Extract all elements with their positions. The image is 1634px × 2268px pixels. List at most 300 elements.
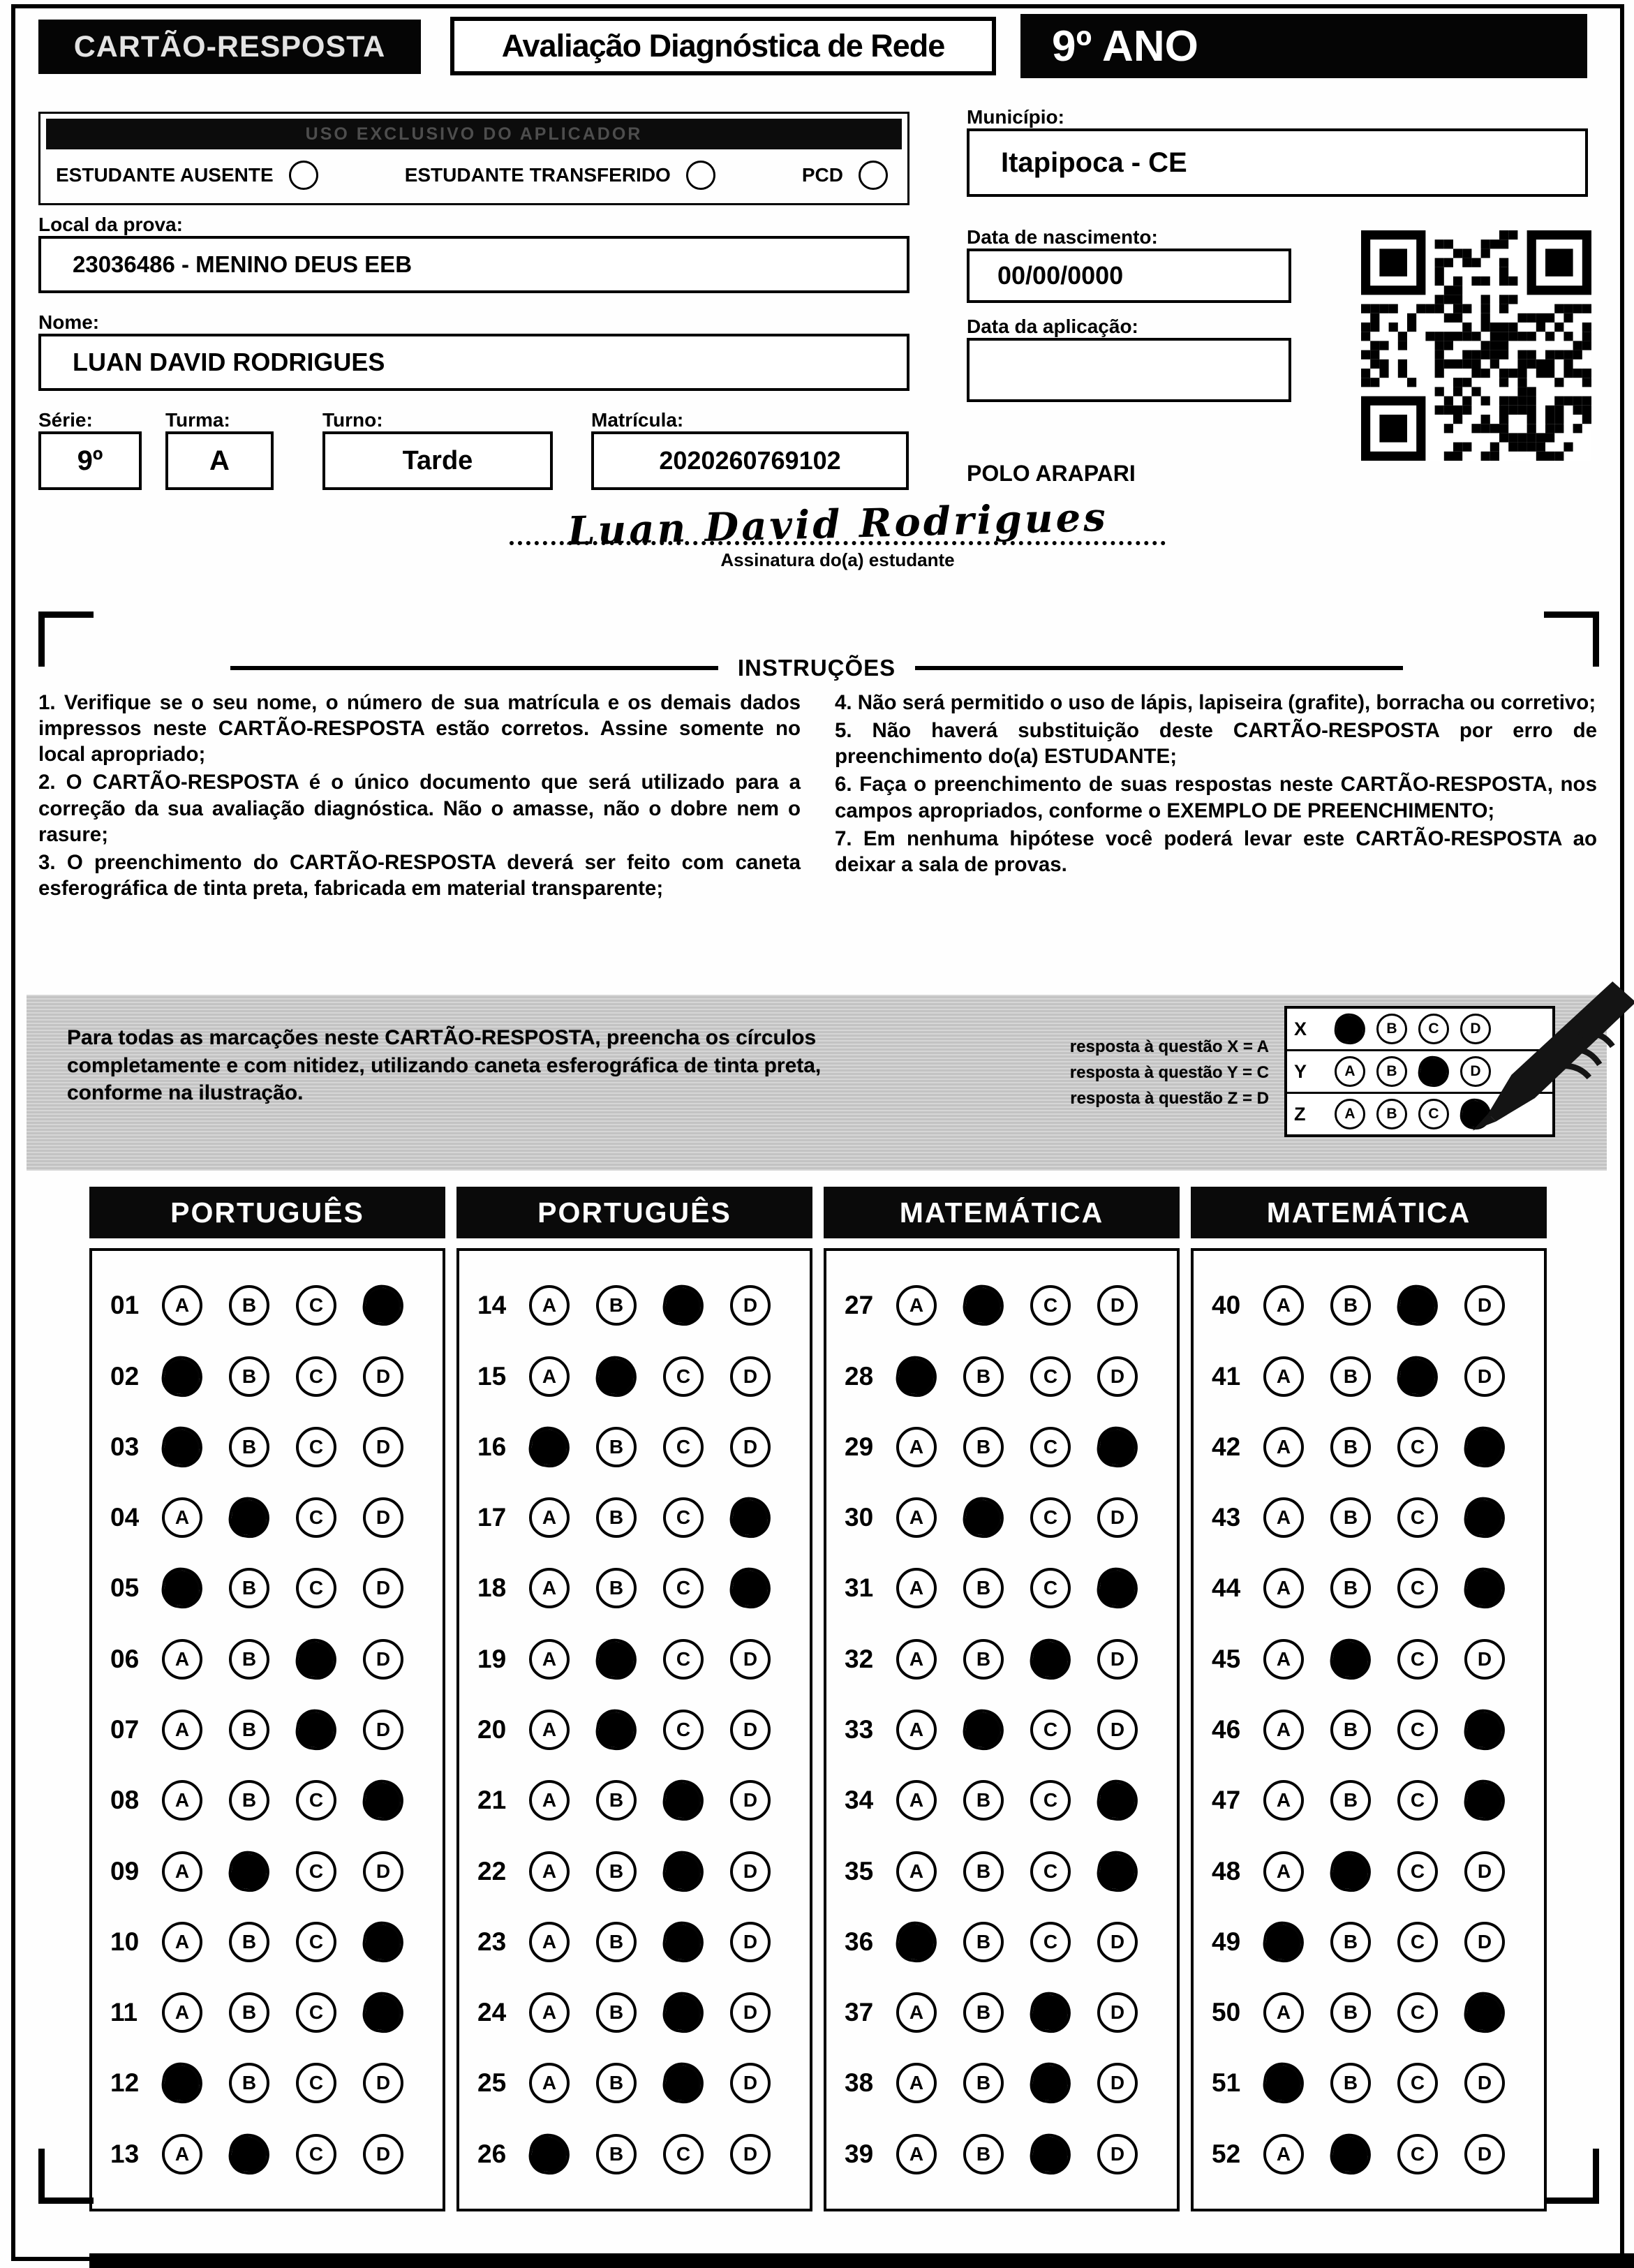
question-row bbox=[826, 1639, 1177, 1680]
answer-bubble-C[interactable] bbox=[660, 1283, 706, 1329]
answer-bubble-A[interactable]: A bbox=[529, 1497, 570, 1538]
answer-bubble-D[interactable]: D bbox=[363, 1639, 403, 1680]
answer-bubble-D[interactable]: D bbox=[730, 1639, 771, 1680]
answer-bubble-A[interactable]: A bbox=[1263, 1780, 1304, 1821]
answer-bubble-A[interactable]: A bbox=[1263, 1992, 1304, 2033]
data-aplicacao-field bbox=[967, 338, 1291, 402]
answer-bubble-B[interactable] bbox=[226, 1495, 272, 1541]
question-number: 13 bbox=[110, 2139, 140, 2168]
answer-bubble-A[interactable]: A bbox=[529, 1285, 570, 1326]
answer-bubble-B[interactable]: B bbox=[229, 1356, 269, 1397]
answer-column bbox=[456, 1187, 812, 2211]
example-bubble-A bbox=[1332, 1011, 1367, 1046]
answer-bubble-A[interactable]: A bbox=[162, 1780, 202, 1821]
answer-bubble-A[interactable] bbox=[159, 1566, 205, 1612]
question-row bbox=[459, 1710, 810, 1750]
answer-bubble-C[interactable] bbox=[1027, 2131, 1074, 2177]
answer-bubble-C[interactable] bbox=[1395, 1354, 1441, 1400]
question-row bbox=[826, 1851, 1177, 1892]
answer-bubble-A[interactable] bbox=[893, 1354, 939, 1400]
answer-bubble-C[interactable]: C bbox=[1397, 1851, 1438, 1892]
answer-bubble-B[interactable] bbox=[1328, 1636, 1374, 1682]
question-row bbox=[826, 1710, 1177, 1750]
answer-bubble-D[interactable] bbox=[1462, 1989, 1508, 2036]
answer-bubble-A[interactable]: A bbox=[162, 2134, 202, 2174]
answer-bubble-B[interactable] bbox=[593, 1636, 639, 1682]
question-number: 32 bbox=[845, 1644, 874, 1673]
answer-bubble-D[interactable]: D bbox=[1097, 2134, 1138, 2174]
answer-bubble-D[interactable]: D bbox=[730, 2134, 771, 2174]
answer-bubble-A[interactable]: A bbox=[162, 1992, 202, 2033]
answer-bubble-B[interactable]: B bbox=[596, 1992, 637, 2033]
question-row bbox=[459, 1497, 810, 1538]
answer-bubble-A[interactable] bbox=[159, 1354, 205, 1400]
question-number: 39 bbox=[845, 2139, 874, 2168]
answer-bubble-C[interactable]: C bbox=[296, 1568, 336, 1608]
question-number: 03 bbox=[110, 1432, 140, 1461]
answer-bubble-B[interactable]: B bbox=[1330, 1497, 1371, 1538]
answer-bubble-A[interactable]: A bbox=[162, 1922, 202, 1962]
answer-bubble-D[interactable]: D bbox=[1464, 1285, 1505, 1326]
answer-bubble-B[interactable]: B bbox=[1330, 1568, 1371, 1608]
answer-bubble-D[interactable]: D bbox=[1097, 1356, 1138, 1397]
answer-bubble-D[interactable] bbox=[1462, 1777, 1508, 1823]
question-number: 38 bbox=[845, 2068, 874, 2098]
answer-bubble-D[interactable]: D bbox=[730, 2063, 771, 2103]
answer-bubble-B[interactable]: B bbox=[1330, 1780, 1371, 1821]
answer-bubble-D[interactable]: D bbox=[363, 2134, 403, 2174]
answer-bubble-A[interactable]: A bbox=[896, 1851, 937, 1892]
polo-label: POLO ARAPARI bbox=[967, 461, 1136, 486]
local-da-prova-label: Local da prova: bbox=[38, 214, 183, 235]
answer-bubble-D[interactable] bbox=[360, 1919, 406, 1965]
answer-bubble-A[interactable] bbox=[526, 1424, 572, 1470]
example-legend-line: resposta à questão Y = C bbox=[1069, 1063, 1269, 1083]
question-number: 49 bbox=[1212, 1927, 1241, 1956]
answer-bubble-D[interactable]: D bbox=[363, 1356, 403, 1397]
registration-mark-top-right bbox=[1544, 612, 1599, 667]
question-number: 45 bbox=[1212, 1644, 1241, 1673]
answer-bubble-C[interactable]: C bbox=[1030, 1710, 1071, 1750]
answer-bubble-A[interactable]: A bbox=[896, 2063, 937, 2103]
answer-bubble-A[interactable]: A bbox=[1263, 1427, 1304, 1467]
answer-bubble-D[interactable]: D bbox=[1097, 1497, 1138, 1538]
grade-badge: 9º ANO bbox=[1020, 14, 1587, 78]
question-row bbox=[1194, 1285, 1544, 1326]
local-da-prova-field: 23036486 - MENINO DEUS EEB bbox=[38, 236, 909, 293]
question-number: 41 bbox=[1212, 1361, 1241, 1391]
question-row bbox=[92, 1568, 443, 1608]
answer-bubble-B[interactable]: B bbox=[963, 1568, 1004, 1608]
answer-bubble-C[interactable]: C bbox=[296, 1356, 336, 1397]
answer-bubble-B[interactable] bbox=[960, 1495, 1007, 1541]
answer-bubble-C[interactable]: C bbox=[296, 1497, 336, 1538]
answer-bubble-C[interactable]: C bbox=[1030, 1568, 1071, 1608]
answer-bubble-D[interactable] bbox=[1462, 1495, 1508, 1541]
answer-bubble-C[interactable] bbox=[1395, 1283, 1441, 1329]
answer-bubble-D[interactable]: D bbox=[730, 1285, 771, 1326]
question-row bbox=[1194, 1851, 1544, 1892]
answer-bubble-D[interactable]: D bbox=[1097, 1992, 1138, 2033]
answer-bubble-D[interactable]: D bbox=[730, 1710, 771, 1750]
answer-bubble-D[interactable] bbox=[1094, 1566, 1141, 1612]
answer-bubble-C[interactable]: C bbox=[1030, 1427, 1071, 1467]
answer-bubble-C[interactable]: C bbox=[663, 1427, 704, 1467]
answer-bubble-B[interactable]: B bbox=[1330, 2063, 1371, 2103]
answer-bubble-D[interactable]: D bbox=[363, 1710, 403, 1750]
example-bubble-A: A bbox=[1335, 1056, 1365, 1087]
municipio-label: Município: bbox=[967, 106, 1064, 128]
question-row bbox=[459, 1851, 810, 1892]
answer-bubble-C[interactable]: C bbox=[663, 1497, 704, 1538]
answer-bubble-A[interactable]: A bbox=[896, 1710, 937, 1750]
answer-bubble-C[interactable]: C bbox=[296, 2063, 336, 2103]
answer-bubble-C[interactable]: C bbox=[296, 1851, 336, 1892]
answer-bubble-C[interactable]: C bbox=[1030, 1285, 1071, 1326]
answer-bubble-D[interactable]: D bbox=[730, 1851, 771, 1892]
answer-bubble-D[interactable]: D bbox=[1097, 1285, 1138, 1326]
question-number: 08 bbox=[110, 1786, 140, 1815]
instruction-item: 3. O preenchimento do CARTÃO-RESPOSTA deverá ser feito com caneta esferográfica de tinta preta, fabricada em material transparente; bbox=[38, 850, 801, 900]
question-row bbox=[459, 1285, 810, 1326]
answer-bubble-D[interactable]: D bbox=[1464, 1851, 1505, 1892]
question-number: 43 bbox=[1212, 1503, 1241, 1532]
answer-bubble-D[interactable] bbox=[1094, 1424, 1141, 1470]
answer-bubble-C[interactable]: C bbox=[1030, 1851, 1071, 1892]
data-nascimento-field: 00/00/0000 bbox=[967, 249, 1291, 303]
answer-bubble-A[interactable] bbox=[1261, 1919, 1307, 1965]
status-checkbox-label: ESTUDANTE TRANSFERIDO bbox=[404, 164, 671, 186]
answer-bubble-C[interactable] bbox=[293, 1636, 339, 1682]
answer-bubble-D[interactable]: D bbox=[363, 1851, 403, 1892]
answer-bubble-C[interactable] bbox=[1027, 2061, 1074, 2107]
answer-bubble-C[interactable]: C bbox=[1397, 1639, 1438, 1680]
answer-bubble-D[interactable]: D bbox=[1464, 1922, 1505, 1962]
answer-bubble-B[interactable] bbox=[960, 1283, 1007, 1329]
answer-bubble-D[interactable] bbox=[1094, 1777, 1141, 1823]
answer-bubble-B[interactable]: B bbox=[963, 1356, 1004, 1397]
answer-bubble-B[interactable] bbox=[226, 2131, 272, 2177]
answer-bubble-A[interactable]: A bbox=[529, 1639, 570, 1680]
answer-bubble-D[interactable]: D bbox=[1097, 1639, 1138, 1680]
answer-bubble-A[interactable]: A bbox=[162, 1497, 202, 1538]
answer-bubble-A[interactable] bbox=[159, 1424, 205, 1470]
answer-column-box bbox=[456, 1248, 812, 2211]
answer-bubble-B[interactable]: B bbox=[229, 1922, 269, 1962]
question-row bbox=[826, 1922, 1177, 1962]
assessment-title: Avaliação Diagnóstica de Rede bbox=[450, 17, 996, 75]
answer-bubble-A[interactable]: A bbox=[529, 1356, 570, 1397]
answer-bubble-B[interactable] bbox=[1328, 2131, 1374, 2177]
answer-bubble-D[interactable]: D bbox=[363, 1427, 403, 1467]
answer-bubble-D[interactable]: D bbox=[1464, 1639, 1505, 1680]
example-bubble-D: D bbox=[1460, 1014, 1491, 1044]
answer-bubble-D[interactable] bbox=[727, 1495, 773, 1541]
question-number: 31 bbox=[845, 1573, 874, 1603]
answer-bubble-A[interactable]: A bbox=[896, 1285, 937, 1326]
answer-bubble-A[interactable]: A bbox=[529, 1922, 570, 1962]
answer-bubble-C[interactable]: C bbox=[1397, 1992, 1438, 2033]
status-checkbox-circle[interactable] bbox=[289, 161, 318, 190]
instruction-item: 2. O CARTÃO-RESPOSTA é o único documento que será utilizado para a correção da sua avaliação diagnóstica. Não o amasse, não o dobre nem o rasure; bbox=[38, 771, 801, 846]
matricula-label: Matrícula: bbox=[591, 409, 684, 431]
answer-bubble-A[interactable]: A bbox=[896, 1497, 937, 1538]
instructions-header bbox=[230, 655, 1403, 681]
answer-bubble-B[interactable]: B bbox=[963, 2063, 1004, 2103]
answer-bubble-D[interactable]: D bbox=[1097, 2063, 1138, 2103]
answer-bubble-B[interactable]: B bbox=[596, 1780, 637, 1821]
answer-bubble-D[interactable]: D bbox=[363, 1568, 403, 1608]
answer-bubble-D[interactable]: D bbox=[363, 2063, 403, 2103]
answer-bubble-C[interactable] bbox=[660, 1848, 706, 1895]
answer-bubble-B[interactable]: B bbox=[1330, 1922, 1371, 1962]
question-row bbox=[1194, 1427, 1544, 1467]
answer-bubble-D[interactable]: D bbox=[730, 1922, 771, 1962]
answer-bubble-B[interactable]: B bbox=[596, 2134, 637, 2174]
question-number: 46 bbox=[1212, 1714, 1241, 1744]
answer-bubble-B[interactable] bbox=[1328, 1848, 1374, 1895]
answer-bubble-D[interactable] bbox=[360, 1777, 406, 1823]
question-number: 01 bbox=[110, 1291, 140, 1320]
question-number: 17 bbox=[477, 1503, 507, 1532]
answer-bubble-C[interactable]: C bbox=[1030, 1356, 1071, 1397]
question-row bbox=[92, 1922, 443, 1962]
answer-bubble-A[interactable] bbox=[1261, 2061, 1307, 2107]
question-number: 06 bbox=[110, 1644, 140, 1673]
answer-bubble-C[interactable] bbox=[293, 1707, 339, 1753]
answer-bubble-D[interactable]: D bbox=[730, 1780, 771, 1821]
answer-bubble-C[interactable] bbox=[1027, 1636, 1074, 1682]
answer-bubble-C[interactable]: C bbox=[296, 1285, 336, 1326]
answer-bubble-C[interactable]: C bbox=[1397, 1427, 1438, 1467]
answer-bubble-A[interactable] bbox=[893, 1919, 939, 1965]
answer-bubble-A[interactable]: A bbox=[896, 1568, 937, 1608]
answer-bubble-D[interactable] bbox=[1094, 1848, 1141, 1895]
answer-bubble-D[interactable]: D bbox=[730, 1427, 771, 1467]
answer-bubble-B[interactable] bbox=[960, 1707, 1007, 1753]
question-number: 52 bbox=[1212, 2139, 1241, 2168]
answer-column-header: MATEMÁTICA bbox=[1191, 1187, 1547, 1238]
answer-bubble-C[interactable]: C bbox=[663, 1710, 704, 1750]
answer-bubble-D[interactable]: D bbox=[1464, 2063, 1505, 2103]
answer-bubble-D[interactable] bbox=[727, 1566, 773, 1612]
answer-bubble-C[interactable]: C bbox=[296, 1427, 336, 1467]
answer-bubble-D[interactable]: D bbox=[1097, 1710, 1138, 1750]
answer-bubble-B[interactable]: B bbox=[963, 1427, 1004, 1467]
answer-bubble-A[interactable]: A bbox=[529, 1710, 570, 1750]
answer-bubble-A[interactable]: A bbox=[896, 1992, 937, 2033]
answer-bubble-A[interactable]: A bbox=[529, 1780, 570, 1821]
answer-bubble-A[interactable]: A bbox=[1263, 1568, 1304, 1608]
answer-bubble-C[interactable]: C bbox=[1030, 1780, 1071, 1821]
answer-bubble-D[interactable] bbox=[360, 1283, 406, 1329]
question-row bbox=[1194, 2134, 1544, 2174]
answer-bubble-C[interactable]: C bbox=[663, 1356, 704, 1397]
answer-bubble-B[interactable]: B bbox=[229, 1427, 269, 1467]
answer-bubble-D[interactable] bbox=[1462, 1566, 1508, 1612]
status-checkbox-circle[interactable] bbox=[859, 161, 888, 190]
answer-bubble-C[interactable]: C bbox=[1397, 1710, 1438, 1750]
question-number: 07 bbox=[110, 1714, 140, 1744]
answer-bubble-A[interactable] bbox=[159, 2061, 205, 2107]
answer-bubble-C[interactable]: C bbox=[296, 1780, 336, 1821]
answer-bubble-B[interactable]: B bbox=[229, 2063, 269, 2103]
example-bubble-A: A bbox=[1335, 1099, 1365, 1129]
question-row bbox=[1194, 1497, 1544, 1538]
answer-bubble-B[interactable]: B bbox=[229, 1639, 269, 1680]
instruction-item: 5. Não haverá substituição deste CARTÃO-RESPOSTA por erro de preenchimento do(a) ESTUDANTE; bbox=[835, 719, 1597, 769]
answer-bubble-A[interactable]: A bbox=[1263, 1851, 1304, 1892]
question-row bbox=[92, 2063, 443, 2103]
answer-bubble-B[interactable]: B bbox=[1330, 1427, 1371, 1467]
question-number: 21 bbox=[477, 1786, 507, 1815]
answer-column-header: MATEMÁTICA bbox=[824, 1187, 1180, 1238]
answer-bubble-A[interactable]: A bbox=[1263, 1285, 1304, 1326]
answer-bubble-D[interactable] bbox=[1462, 1424, 1508, 1470]
answer-bubble-C[interactable] bbox=[660, 1989, 706, 2036]
answer-bubble-B[interactable]: B bbox=[229, 1710, 269, 1750]
sheet-title: CARTÃO-RESPOSTA bbox=[38, 20, 421, 74]
answer-bubble-B[interactable] bbox=[226, 1848, 272, 1895]
answer-bubble-A[interactable]: A bbox=[162, 1285, 202, 1326]
answer-bubble-B[interactable]: B bbox=[1330, 1710, 1371, 1750]
answer-bubble-A[interactable]: A bbox=[1263, 1710, 1304, 1750]
answer-bubble-B[interactable]: B bbox=[596, 1497, 637, 1538]
answer-bubble-A[interactable]: A bbox=[162, 1710, 202, 1750]
answer-bubble-C[interactable]: C bbox=[1397, 1497, 1438, 1538]
answer-bubble-A[interactable]: A bbox=[529, 1992, 570, 2033]
answer-bubble-C[interactable] bbox=[660, 1777, 706, 1823]
answer-bubble-D[interactable]: D bbox=[730, 1356, 771, 1397]
answer-bubble-B[interactable]: B bbox=[229, 1992, 269, 2033]
answer-bubble-A[interactable]: A bbox=[1263, 2134, 1304, 2174]
answer-column-box bbox=[89, 1248, 445, 2211]
question-number: 11 bbox=[110, 1998, 138, 2027]
question-number: 26 bbox=[477, 2139, 507, 2168]
answer-bubble-A[interactable]: A bbox=[529, 2063, 570, 2103]
answer-bubble-A[interactable]: A bbox=[1263, 1639, 1304, 1680]
question-row bbox=[92, 2134, 443, 2174]
answer-bubble-C[interactable]: C bbox=[663, 1639, 704, 1680]
status-checkbox-circle[interactable] bbox=[686, 161, 715, 190]
answer-bubble-B[interactable]: B bbox=[963, 1922, 1004, 1962]
question-number: 02 bbox=[110, 1361, 140, 1391]
answer-bubble-B[interactable]: B bbox=[229, 1780, 269, 1821]
example-bubble-B: B bbox=[1376, 1099, 1407, 1129]
answer-bubble-C[interactable]: C bbox=[1397, 2063, 1438, 2103]
answer-bubble-C[interactable]: C bbox=[663, 2134, 704, 2174]
example-bubble-C bbox=[1416, 1054, 1451, 1089]
registration-mark-bottom-left bbox=[38, 2149, 94, 2204]
answer-bubble-B[interactable]: B bbox=[1330, 1285, 1371, 1326]
question-number: 40 bbox=[1212, 1291, 1241, 1320]
answer-bubble-D[interactable]: D bbox=[730, 1992, 771, 2033]
answer-bubble-B[interactable]: B bbox=[596, 2063, 637, 2103]
answer-bubble-C[interactable]: C bbox=[1397, 2134, 1438, 2174]
answer-bubble-B[interactable]: B bbox=[1330, 1992, 1371, 2033]
answer-bubble-A[interactable]: A bbox=[529, 1851, 570, 1892]
answer-bubble-B[interactable]: B bbox=[596, 1427, 637, 1467]
answer-bubble-D[interactable]: D bbox=[1464, 1356, 1505, 1397]
answer-bubble-C[interactable]: C bbox=[1397, 1922, 1438, 1962]
answer-bubble-A[interactable]: A bbox=[1263, 1497, 1304, 1538]
status-checkbox-item bbox=[802, 161, 888, 190]
answer-bubble-B[interactable]: B bbox=[963, 1851, 1004, 1892]
answer-bubble-D[interactable] bbox=[360, 1989, 406, 2036]
answer-bubble-B[interactable]: B bbox=[596, 1568, 637, 1608]
answer-bubble-D[interactable] bbox=[1462, 1707, 1508, 1753]
answer-bubble-A[interactable]: A bbox=[896, 1780, 937, 1821]
answer-bubble-C[interactable] bbox=[660, 1919, 706, 1965]
answer-bubble-C[interactable]: C bbox=[296, 1922, 336, 1962]
answer-bubble-C[interactable]: C bbox=[296, 1992, 336, 2033]
question-row bbox=[92, 1851, 443, 1892]
answer-bubble-D[interactable]: D bbox=[1464, 2134, 1505, 2174]
instruction-item: 7. Em nenhuma hipótese você poderá levar este CARTÃO-RESPOSTA ao deixar a sala de provas. bbox=[835, 827, 1597, 876]
answer-bubble-A[interactable] bbox=[526, 2131, 572, 2177]
status-checkbox-row bbox=[40, 149, 907, 190]
answer-bubble-C[interactable]: C bbox=[1397, 1568, 1438, 1608]
question-row bbox=[1194, 1992, 1544, 2033]
answer-column-box bbox=[824, 1248, 1180, 2211]
answer-bubble-A[interactable]: A bbox=[896, 1639, 937, 1680]
answer-bubble-D[interactable]: D bbox=[1097, 1922, 1138, 1962]
answer-bubble-C[interactable]: C bbox=[1397, 1780, 1438, 1821]
signature-block bbox=[489, 494, 1187, 571]
answer-bubble-A[interactable]: A bbox=[529, 1568, 570, 1608]
question-number: 25 bbox=[477, 2068, 507, 2098]
question-row bbox=[826, 1568, 1177, 1608]
example-legend bbox=[1009, 1034, 1269, 1112]
answer-bubble-C[interactable]: C bbox=[1030, 1497, 1071, 1538]
handwritten-signature: Luan David Rodrigues bbox=[566, 494, 1109, 555]
example-bubble-B: B bbox=[1376, 1014, 1407, 1044]
example-bubble-B: B bbox=[1376, 1056, 1407, 1087]
answer-bubble-C[interactable] bbox=[660, 2061, 706, 2107]
answer-bubble-B[interactable]: B bbox=[1330, 1356, 1371, 1397]
answer-bubble-B[interactable]: B bbox=[963, 1639, 1004, 1680]
answer-column-box bbox=[1191, 1248, 1547, 2211]
answer-bubble-B[interactable]: B bbox=[963, 1780, 1004, 1821]
question-number: 24 bbox=[477, 1998, 507, 2027]
answer-bubble-C[interactable]: C bbox=[663, 1568, 704, 1608]
answer-bubble-A[interactable]: A bbox=[162, 1639, 202, 1680]
answer-bubble-B[interactable]: B bbox=[229, 1285, 269, 1326]
question-number: 44 bbox=[1212, 1573, 1241, 1603]
answer-bubble-B[interactable]: B bbox=[963, 2134, 1004, 2174]
answer-bubble-A[interactable]: A bbox=[896, 2134, 937, 2174]
answer-bubble-A[interactable]: A bbox=[162, 1851, 202, 1892]
answer-bubble-B[interactable]: B bbox=[596, 1851, 637, 1892]
answer-bubble-B[interactable]: B bbox=[229, 1568, 269, 1608]
answer-bubble-B[interactable] bbox=[593, 1354, 639, 1400]
answer-bubble-D[interactable]: D bbox=[363, 1497, 403, 1538]
question-row bbox=[826, 1356, 1177, 1397]
question-row bbox=[826, 1780, 1177, 1821]
answer-bubble-B[interactable]: B bbox=[596, 1285, 637, 1326]
example-row-label: Z bbox=[1294, 1103, 1306, 1125]
answer-bubble-B[interactable]: B bbox=[596, 1922, 637, 1962]
answer-bubble-C[interactable]: C bbox=[296, 2134, 336, 2174]
answer-bubble-A[interactable]: A bbox=[1263, 1356, 1304, 1397]
answer-bubble-B[interactable] bbox=[593, 1707, 639, 1753]
answer-bubble-C[interactable] bbox=[1027, 1989, 1074, 2036]
answer-bubble-C[interactable]: C bbox=[1030, 1922, 1071, 1962]
question-number: 04 bbox=[110, 1503, 140, 1532]
question-number: 15 bbox=[477, 1361, 507, 1391]
answer-bubble-A[interactable]: A bbox=[896, 1427, 937, 1467]
answer-bubble-B[interactable]: B bbox=[963, 1992, 1004, 2033]
